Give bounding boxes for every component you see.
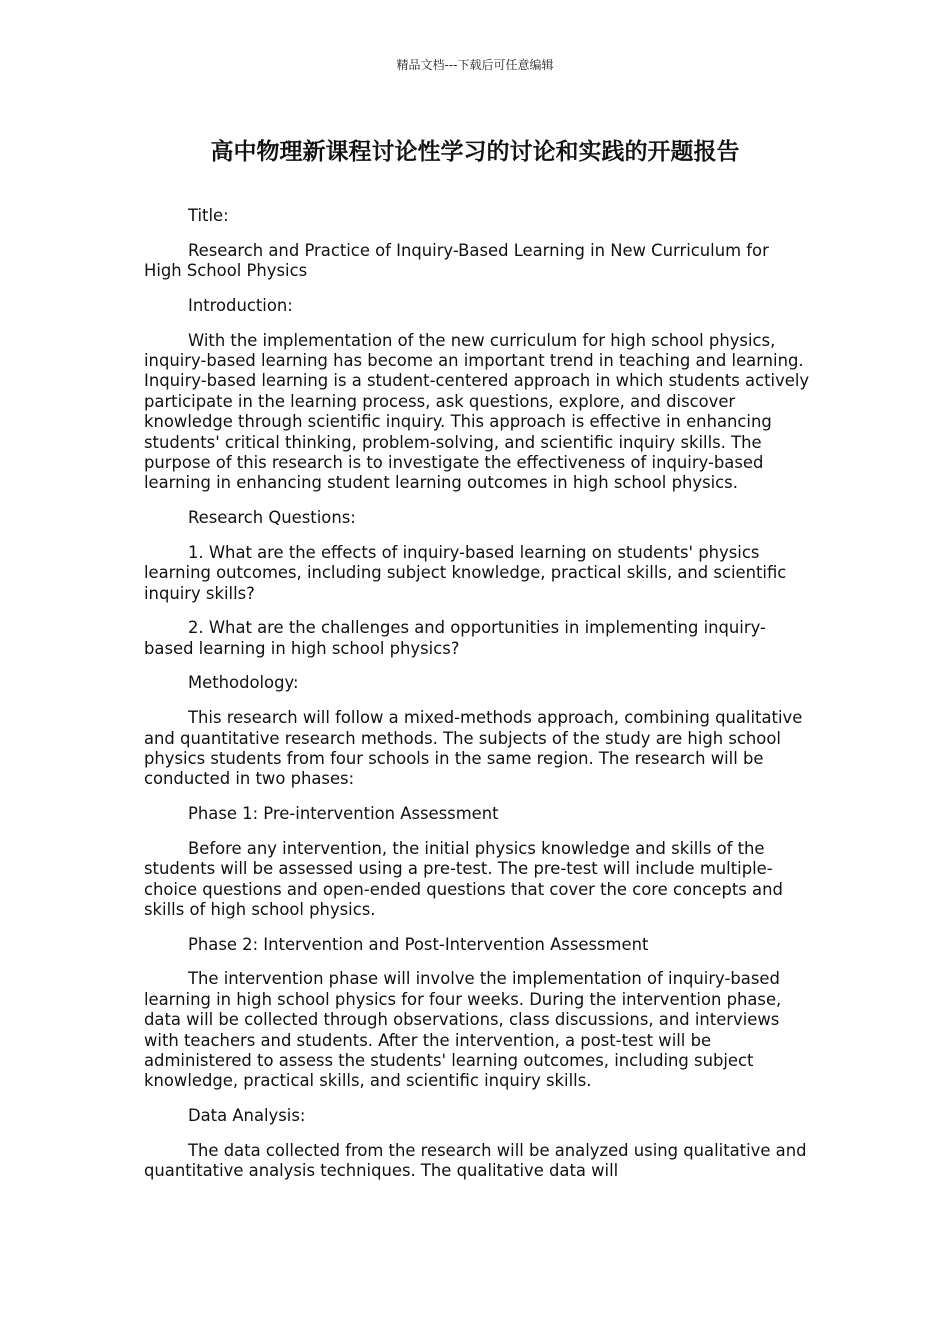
paragraph-phase-2: The intervention phase will involve the implementation of inquiry-based learning in high school physics for four weeks. During the intervention phase, data will be collected through observations, class discussions, and interviews with teachers and students. After the intervention, a post-test will be administered to assess the students' learning outcomes, including subject knowledge, practical skills, and scientific inquiry skills. <box>144 969 782 1091</box>
page-header: 精品文档---下载后可任意编辑 <box>396 58 554 72</box>
paragraph-title-text: Research and Practice of Inquiry-Based Learning in New Curriculum for High School Physics <box>144 240 769 281</box>
paragraph-question-2: 2. What are the challenges and opportunities in implementing inquiry-based learning in high school physics? <box>144 618 766 658</box>
paragraph-question-1: 1. What are the effects of inquiry-based learning on students' physics learning outcomes, including subject knowledge, practical skills, and scientific inquiry skills? <box>144 542 787 603</box>
paragraph-phase-1-heading: Phase 1: Pre-intervention Assessment <box>188 804 499 824</box>
paragraph-title-label: Title: <box>188 206 229 225</box>
paragraph-phase-2-heading: Phase 2: Intervention and Post-Intervention Assessment <box>188 934 649 954</box>
paragraph-research-questions-heading: Research Questions: <box>188 508 356 528</box>
document-body <box>144 206 810 1196</box>
paragraph-methodology-heading: Methodology: <box>188 673 299 693</box>
paragraph-introduction: With the implementation of the new curriculum for high school physics, inquiry-based learning has become an important trend in teaching and learning. Inquiry-based learning is a student-centered approach in which students actively participate in the learning process, ask questions, explore, and discover knowledge through scientific inquiry. This approach is effective in enhancing students' critical thinking, problem-solving, and scientific inquiry skills. The purpose of this research is to investigate the effectiveness of inquiry-based learning in enhancing student learning outcomes in high school physics. <box>144 330 810 493</box>
paragraph-data-analysis-heading: Data Analysis: <box>188 1106 306 1126</box>
paragraph-introduction-heading: Introduction: <box>188 295 293 315</box>
paragraph-phase-1: Before any intervention, the initial physics knowledge and skills of the students will be assessed using a pre-test. The pre-test will include multiple-choice questions and open-ended questions that cover the core concepts and skills of high school physics. <box>144 838 783 919</box>
paragraph-methodology: This research will follow a mixed-methods approach, combining qualitative and quantitative research methods. The subjects of the study are high school physics students from four schools in the same region. The research will be conducted in two phases: <box>144 708 803 789</box>
document-title: 高中物理新课程讨论性学习的讨论和实践的开题报告 <box>210 139 740 165</box>
paragraph-data-analysis: The data collected from the research will be analyzed using qualitative and quantitative analysis techniques. The qualitative data will <box>144 1140 807 1181</box>
